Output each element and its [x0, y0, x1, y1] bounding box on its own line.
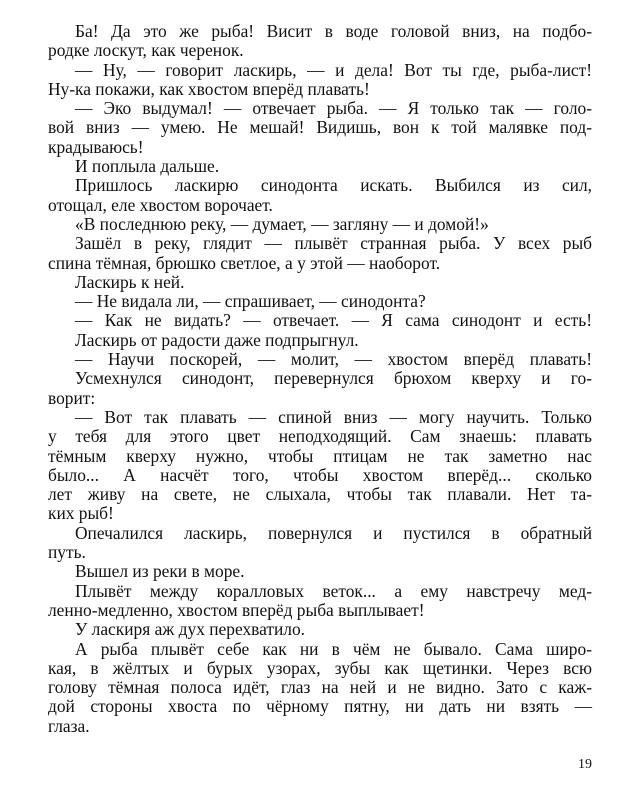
text-line: ких рыб! — [48, 503, 114, 524]
text-line: — Научи поскорей, — молит, — хвостом вперёд плавать! — [75, 349, 592, 370]
text-line: Ласкирь к ней. — [75, 271, 185, 292]
text-line: — Эко выдумал! — отвечает рыба. — Я только так — голо- — [75, 98, 592, 119]
text-line: кая, в жёлтых и бурых узорах, зубы как щетинки. Через всю — [48, 657, 592, 678]
text-line: Ласкирь от радости даже подпрыгнул. — [75, 329, 359, 350]
text-line: «В последнюю реку, — думает, — загляну — и домой!» — [75, 213, 489, 234]
text-line: ворит: — [48, 387, 96, 408]
text-line: — Вот так плавать — спиной вниз — могу научить. Только — [75, 406, 592, 427]
page-number: 19 — [578, 757, 592, 772]
text-line: вой вниз — умею. Не мешай! Видишь, вон к той малявке под- — [48, 117, 592, 138]
text-line: спина тёмная, брюшко светлое, а у этой — наоборот. — [48, 252, 441, 273]
text-line: У ласкиря аж дух перехватило. — [75, 619, 306, 640]
text-line: Вышел из реки в море. — [75, 561, 245, 582]
text-line: у тебя для этого цвет неподходящий. Сам знаешь: плавать — [48, 426, 592, 447]
text-line: было... А насчёт того, чтобы хвостом вперёд... сколько — [48, 464, 592, 485]
text-line: И поплыла дальше. — [75, 156, 220, 177]
text-line: крадываюсь! — [48, 136, 144, 157]
text-line: тёмным кверху нужно, чтобы птицам не так заметно нас — [48, 445, 592, 466]
text-line: родке лоскут, как черенок. — [48, 40, 244, 61]
text-line: — Как не видать? — отвечает. — Я сама синодонт и есть! — [75, 310, 592, 331]
text-line: глаза. — [48, 715, 90, 736]
text-line: Зашёл в реку, глядит — плывёт странная рыба. У всех рыб — [75, 233, 592, 254]
text-line: путь. — [48, 542, 86, 563]
text-line: ленно-медленно, хвостом вперёд рыба выплывает! — [48, 599, 425, 620]
text-line: голову тёмная полоса идёт, глаз на ней и не видно. Зато с каж- — [48, 677, 592, 698]
text-line: Опечалился ласкирь, повернулся и пустился в обратный — [75, 522, 592, 543]
text-line: дой стороны хвоста по чёрному пятну, ни дать ни взять — — [48, 696, 592, 717]
text-line: лет живу на свете, не слыхала, чтобы так плавали. Нет та- — [48, 484, 592, 505]
text-line: — Не видала ли, — спрашивает, — синодонта? — [75, 291, 426, 312]
text-line: Усмехнулся синодонт, перевернулся брюхом кверху и го- — [75, 368, 592, 389]
body-text — [48, 22, 592, 736]
text-line: Ба! Да это же рыба! Висит в воде головой вниз, на подбо- — [75, 21, 592, 41]
text-line: А рыба плывёт себе как ни в чём не бывало. Сама широ- — [75, 638, 592, 659]
text-line: Плывёт между коралловых веток... а ему навстречу мед- — [75, 580, 592, 601]
text-line: отощал, еле хвостом ворочает. — [48, 194, 273, 215]
text-line: Пришлось ласкирю синодонта искать. Выбился из сил, — [75, 175, 592, 196]
text-line: Ну-ка покажи, как хвостом вперёд плавать! — [48, 78, 370, 99]
text-line: — Ну, — говорит ласкирь, — и дела! Вот ты где, рыба-лист! — [75, 59, 592, 80]
